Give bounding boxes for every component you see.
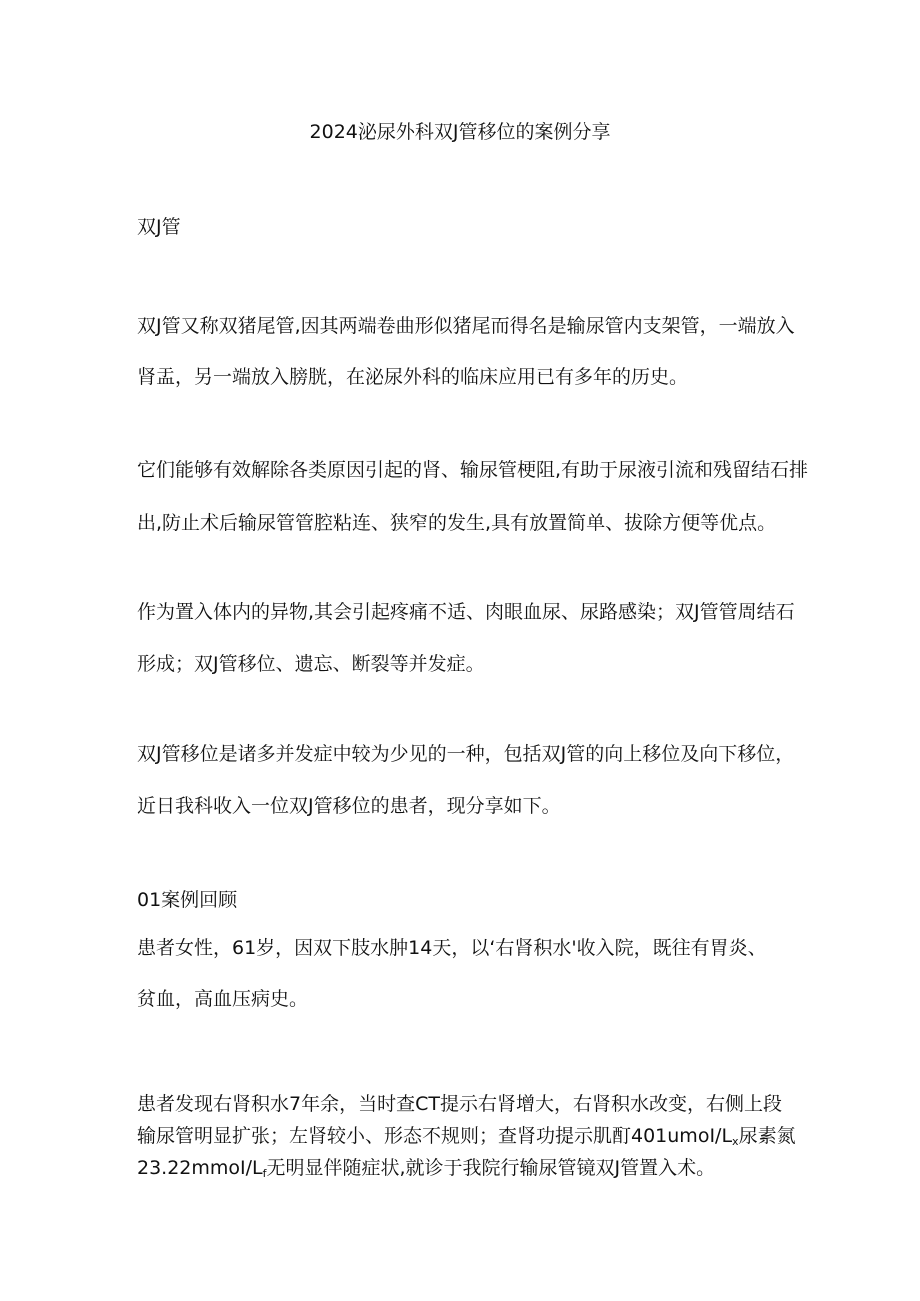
paragraph-line: 双J管移位是诸多并发症中较为少见的一种，包括双J管的向上移位及向下移位， (137, 743, 795, 765)
paragraph-case (137, 934, 797, 1013)
paragraph-history (137, 1090, 797, 1182)
paragraph-line: 患者发现右肾积水7年余，当时查CT提示右肾增大，右肾积水改变，右侧上段 (137, 1093, 782, 1115)
paragraph-line: 作为置入体内的异物,其会引起疼痛不适、肉眼血尿、尿路感染；双J管管周结石 (137, 601, 795, 623)
paragraph-definition (137, 312, 797, 391)
paragraph-line (137, 1122, 797, 1150)
document-title: 2024泌尿外科双J管移位的案例分享 (309, 121, 611, 143)
line-text: 输尿管明显扩张；左肾较小、形态不规则；查肾功提示肌酊401umoI∕L (137, 1125, 733, 1147)
paragraph-line: 患者女性，61岁，因双下肢水肿14天，以‘右肾积水'收入院，既往有胃炎、 (137, 937, 767, 959)
line-text: 无明显伴随症状,就诊于我院行输尿管镜双J管置入术。 (266, 1157, 716, 1179)
section-heading: 双J管 (137, 216, 181, 238)
line-text: 尿素氮 (738, 1125, 796, 1147)
line-text: 23.22mmoI∕L (137, 1157, 263, 1179)
subscript-mark: x (732, 1135, 739, 1148)
paragraph-line: 形成；双J管移位、遗忘、断裂等并发症。 (137, 653, 485, 675)
paragraph-line: 出,防止术后输尿管管腔粘连、狭窄的发生,具有放置简单、拔除方便等优点。 (137, 512, 777, 534)
paragraph-line: 贫血，高血压病史。 (137, 988, 309, 1010)
paragraph-line: 它们能够有效解除各类原因引起的肾、输尿管梗阻,有助于尿液引流和残留结石排 (137, 459, 809, 481)
paragraph-line: 双J管又称双猪尾管,因其两端卷曲形似猪尾而得名是输尿管内支架管，一端放入 (137, 315, 795, 337)
paragraph-line: 近日我科收入一位双J管移位的患者，现分享如下。 (137, 795, 561, 817)
case-heading: 01案例回顾 (137, 889, 238, 911)
subscript-mark: f (262, 1167, 267, 1180)
paragraph-line: 肾盂，另一端放入膀胱，在泌尿外科的临床应用已有多年的历史。 (137, 366, 689, 388)
paragraph-migration (137, 740, 797, 820)
paragraph-line (137, 1154, 797, 1182)
paragraph-benefits (137, 456, 809, 537)
paragraph-complications (137, 598, 797, 678)
